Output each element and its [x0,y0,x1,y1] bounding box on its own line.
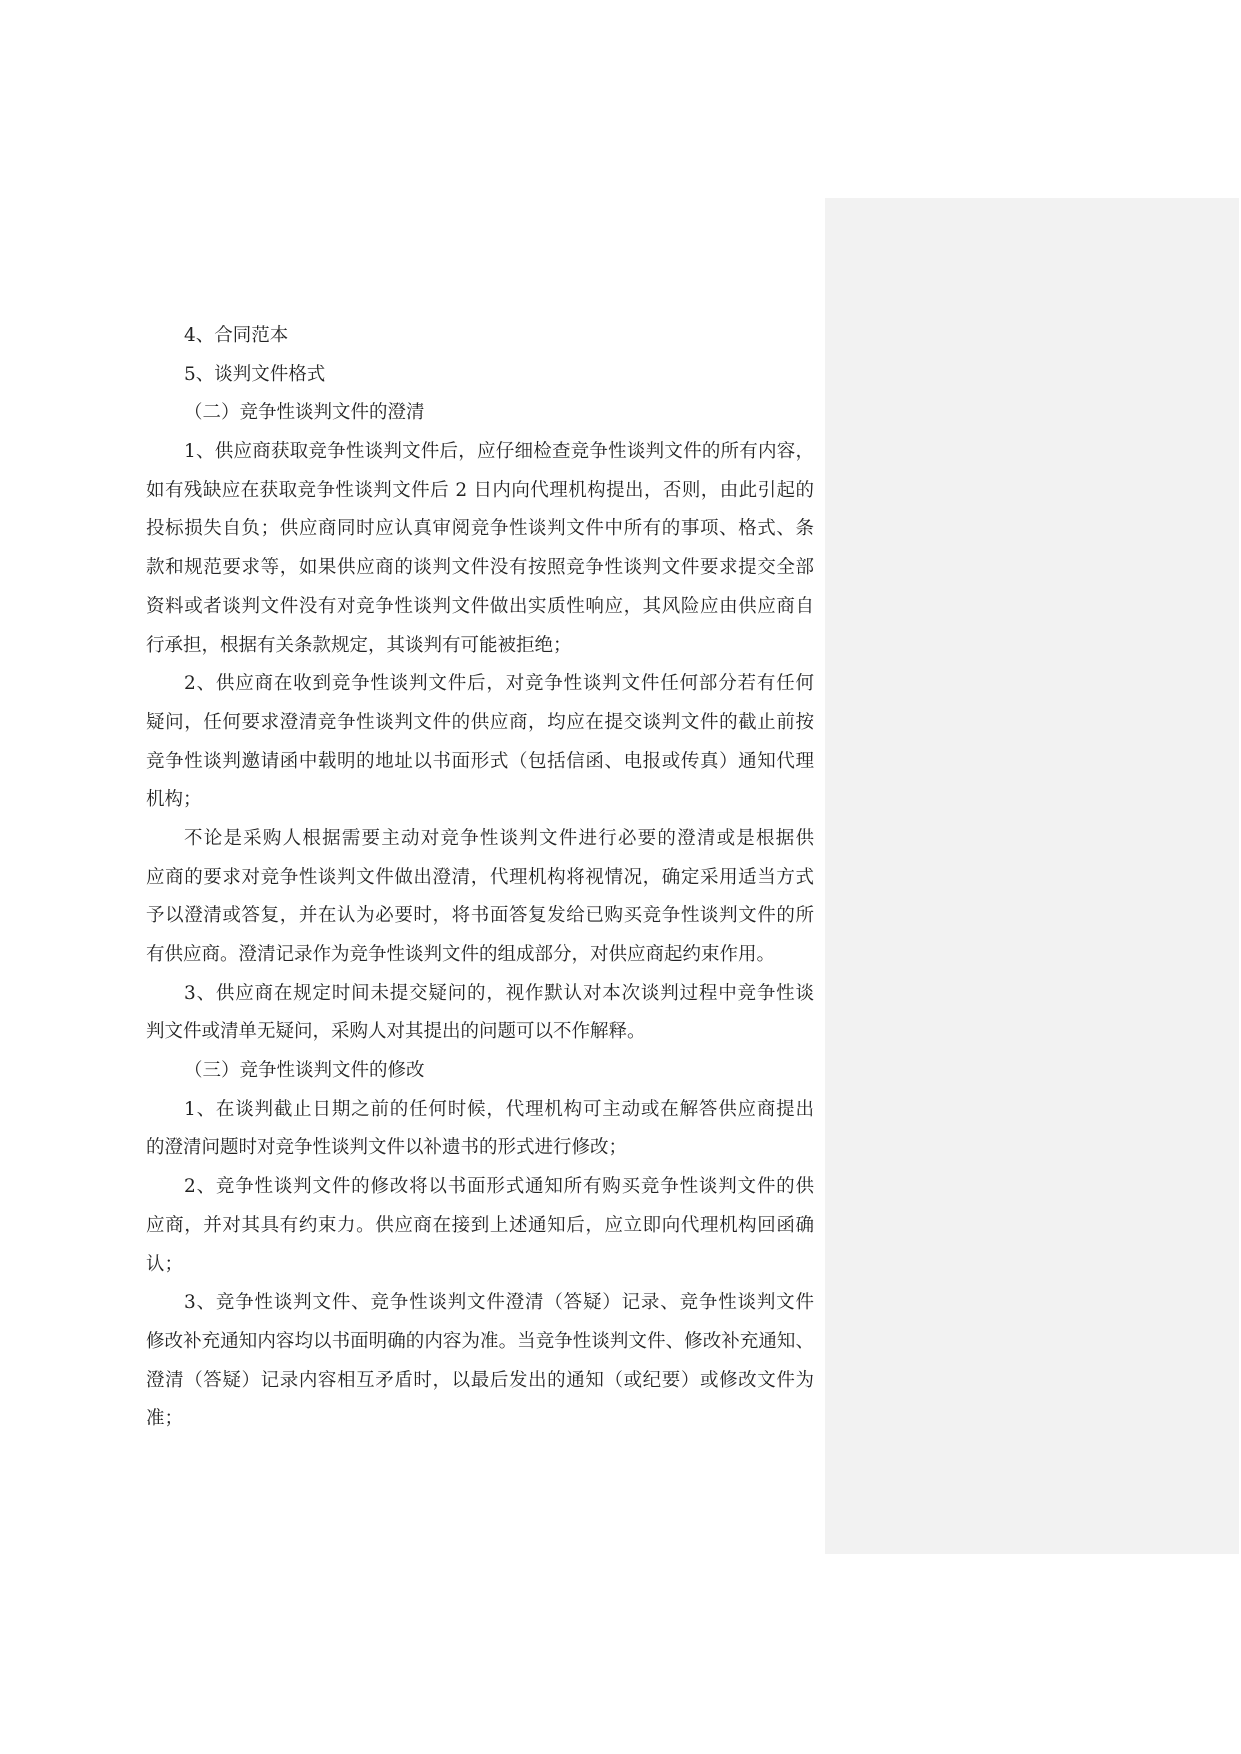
paragraph-line: 3、竞争性谈判文件、竞争性谈判文件澄清（答疑）记录、竞争性谈判文件 [184,1292,814,1314]
paragraph-line: 机构； [146,789,202,811]
paragraph-line: 判文件或清单无疑问，采购人对其提出的问题可以不作解释。 [146,1021,646,1043]
paragraph-line: 款和规范要求等，如果供应商的谈判文件没有按照竞争性谈判文件要求提交全部 [146,557,814,579]
paragraph-line: 竞争性谈判邀请函中载明的地址以书面形式（包括信函、电报或传真）通知代理 [146,750,814,772]
paragraph-line: 的澄清问题时对竞争性谈判文件以补遗书的形式进行修改； [146,1137,628,1159]
comment-pane [825,198,1239,1554]
paragraph-line: 有供应商。澄清记录作为竞争性谈判文件的组成部分，对供应商起约束作用。 [146,944,776,965]
paragraph-line: 予以澄清或答复，并在认为必要时，将书面答复发给已购买竞争性谈判文件的所 [146,905,814,927]
paragraph-line: 修改补充通知内容均以书面明确的内容为准。当竞争性谈判文件、修改补充通知、 [146,1330,814,1352]
section-heading [146,394,814,433]
paragraph-line: 3、供应商在规定时间未提交疑问的，视作默认对本次谈判过程中竞争性谈 [184,982,814,1004]
section-heading-text: （三）竞争性谈判文件的修改 [184,1060,425,1082]
paragraph-line: 1、供应商获取竞争性谈判文件后，应仔细检查竞争性谈判文件的所有内容， [184,441,814,463]
section-heading [146,1052,814,1091]
paragraph-line: 疑问，任何要求澄清竞争性谈判文件的供应商，均应在提交谈判文件的截止前按 [146,711,814,733]
paragraph-line: 不论是采购人根据需要主动对竞争性谈判文件进行必要的澄清或是根据供 [184,827,814,849]
paragraph-line: 应商，并对其具有约束力。供应商在接到上述通知后，应立即向代理机构回函确 [146,1214,814,1236]
section-heading-text: （二）竞争性谈判文件的澄清 [184,402,425,424]
paragraph-line: 2、竞争性谈判文件的修改将以书面形式通知所有购买竞争性谈判文件的供 [184,1176,814,1198]
paragraph-line: 行承担，根据有关条款规定，其谈判有可能被拒绝； [146,634,572,656]
list-item-text: 4、合同范本 [184,325,289,346]
paragraph-line: 认； [146,1253,184,1275]
list-item [146,356,814,395]
document-body [146,317,814,1439]
paragraph-line: 2、供应商在收到竞争性谈判文件后，对竞争性谈判文件任何部分若有任何 [184,673,814,695]
paragraph-line: 如有残缺应在获取竞争性谈判文件后 2 日内向代理机构提出，否则，由此引起的 [146,479,814,501]
paragraph [146,665,814,820]
paragraph-line: 澄清（答疑）记录内容相互矛盾时，以最后发出的通知（或纪要）或修改文件为 [146,1369,814,1391]
paragraph [146,1168,814,1284]
paragraph [146,433,814,665]
paragraph-line: 1、在谈判截止日期之前的任何时候，代理机构可主动或在解答供应商提出 [184,1098,814,1120]
paragraph-line: 准； [146,1408,184,1430]
list-item-text: 5、谈判文件格式 [184,363,326,385]
paragraph-line: 投标损失自负；供应商同时应认真审阅竞争性谈判文件中所有的事项、格式、条 [146,518,814,540]
paragraph [146,975,814,1052]
paragraph-line: 应商的要求对竞争性谈判文件做出澄清，代理机构将视情况，确定采用适当方式 [146,866,814,888]
paragraph [146,1284,814,1439]
list-item [146,317,814,356]
paragraph [146,820,814,975]
paragraph-line: 资料或者谈判文件没有对竞争性谈判文件做出实质性响应，其风险应由供应商自 [146,595,814,617]
paragraph [146,1091,814,1168]
